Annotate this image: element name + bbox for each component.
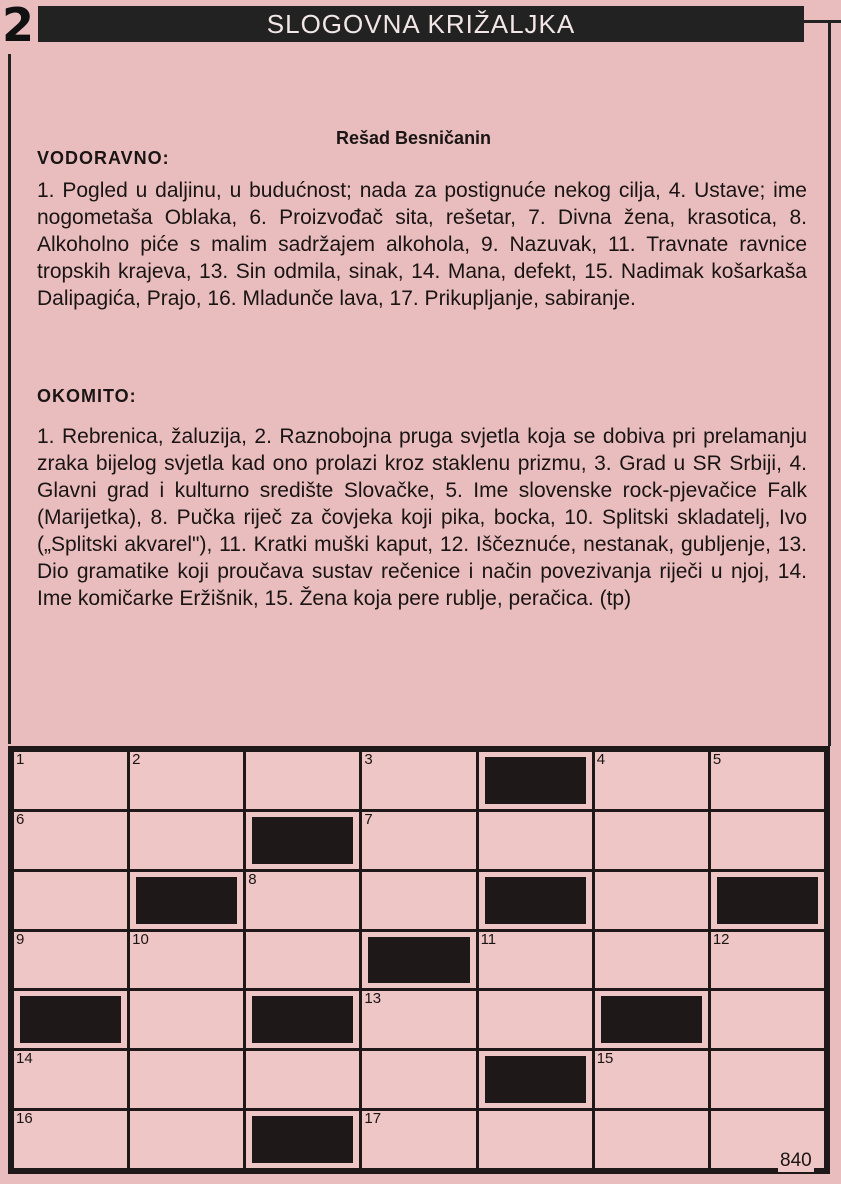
grid-cell[interactable] — [130, 1111, 243, 1168]
grid-cell[interactable] — [711, 752, 824, 809]
clue-number: 15 — [596, 1050, 614, 1068]
clue-number: 8 — [248, 870, 257, 888]
black-cell — [479, 752, 592, 809]
grid-cell[interactable] — [130, 812, 243, 869]
grid-cell[interactable] — [711, 991, 824, 1048]
grid-cell[interactable] — [130, 932, 243, 989]
grid-cell[interactable] — [246, 1051, 359, 1108]
grid-cell[interactable] — [130, 752, 243, 809]
clue-number: 1 — [16, 751, 25, 768]
grid-cell[interactable] — [362, 872, 475, 929]
grid-cell[interactable] — [362, 1051, 475, 1108]
grid-cell[interactable] — [711, 812, 824, 869]
clue-number: 14 — [16, 1050, 33, 1068]
grid-cell[interactable] — [130, 991, 243, 1048]
grid-cell[interactable] — [14, 752, 127, 809]
grid-cell[interactable] — [246, 752, 359, 809]
grid-cell[interactable] — [246, 872, 359, 929]
clue-number: 17 — [364, 1110, 382, 1128]
grid-cell[interactable] — [362, 812, 475, 869]
crossword-grid — [8, 746, 830, 1174]
grid-cell[interactable] — [362, 752, 475, 809]
down-clues: 1. Rebrenica, žaluzija, 2. Raznobojna pruga svjetla koja se dobiva pri prelamanju zraka bijelog svjetla kad ono prolazi kroz staklenu prizmu, 3. Grad u SR Srbiji, 4. Glavni grad i kulturno središte Slovačke, 5. Ime slovenske rock-pjevačice Falk (Marijetka), 8. Pučka riječ za čovjeka koji pika, bocka, 10. Splitski skladatelj, Ivo („Splitski akvarel"), 11. Kratki muški kaput, 12. Iščeznuće, nestanak, gubljenje, 13. Dio gramatike koji proučava sustav rečenice i način povezivanja riječi u njoj, 14. Ime komičarke Eržišnik, 15. Žena koja pere rublje, peračica. (tp) — [37, 425, 807, 610]
grid-cell[interactable] — [479, 932, 592, 989]
clue-number: 2 — [132, 751, 141, 768]
black-cell — [246, 1111, 359, 1168]
black-cell — [246, 812, 359, 869]
grid-cell[interactable] — [14, 932, 127, 989]
grid-cell[interactable] — [14, 1051, 127, 1108]
grid-cell[interactable] — [362, 991, 475, 1048]
frame-left-rule — [8, 54, 11, 744]
across-heading: VODORAVNO: — [37, 148, 170, 168]
across-clues: 1. Pogled u daljinu, u budućnost; nada za postignuće nekog cilja, 4. Ustave; ime nogometaša Oblaka, 6. Proizvođač sita, rešetar, 7. Divna žena, krasotica, 8. Alkoholno piće s malim sadržajem alkohola, 9. Nazuvak, 11. Travnate ravnice tropskih krajeva, 13. Sin odmila, sinak, 14. Mana, defekt, 15. Nadimak košarkaša Dalipagića, Prajo, 16. Mladunče lava, 17. Prikupljanje, sabiranje. — [37, 179, 807, 310]
black-cell — [246, 991, 359, 1048]
grid-cell[interactable] — [14, 1111, 127, 1168]
black-cell — [711, 872, 824, 929]
clue-number: 10 — [132, 930, 149, 948]
clue-number: 16 — [16, 1110, 33, 1128]
grid-cell[interactable] — [595, 932, 708, 989]
clue-number: 13 — [364, 990, 382, 1008]
black-cell — [362, 932, 475, 989]
clue-number: 6 — [16, 810, 25, 828]
black-cell — [14, 991, 127, 1048]
black-cell — [130, 872, 243, 929]
author-name: Rešad Besničanin — [336, 128, 492, 148]
grid-cell[interactable] — [479, 991, 592, 1048]
grid-cell[interactable] — [479, 812, 592, 869]
clue-number: 5 — [712, 751, 722, 768]
black-cell — [595, 991, 708, 1048]
grid-cell[interactable] — [595, 752, 708, 809]
top-rule — [804, 20, 841, 23]
clue-number: 4 — [596, 751, 606, 768]
grid-cell[interactable] — [14, 812, 127, 869]
grid-cell[interactable] — [595, 1111, 708, 1168]
grid-cell[interactable] — [14, 872, 127, 929]
grid-cell[interactable] — [246, 932, 359, 989]
clue-number: 3 — [364, 751, 373, 768]
frame-right-rule — [828, 20, 831, 746]
clue-number: 11 — [480, 930, 497, 948]
puzzle-title: SLOGOVNA KRIŽALJKA — [266, 8, 576, 39]
clue-number: 7 — [364, 810, 373, 828]
grid-cell[interactable] — [595, 812, 708, 869]
grid-cell[interactable] — [595, 872, 708, 929]
grid-cell[interactable] — [479, 1111, 592, 1168]
clue-number: 12 — [712, 930, 730, 948]
black-cell — [479, 1051, 592, 1108]
black-cell — [479, 872, 592, 929]
grid-cell[interactable] — [362, 1111, 475, 1168]
grid-cell[interactable] — [711, 932, 824, 989]
title-bar — [38, 6, 804, 42]
down-heading: OKOMITO: — [37, 386, 137, 406]
puzzle-code: 840 — [780, 1150, 812, 1171]
grid-cell[interactable] — [130, 1051, 243, 1108]
clue-number: 9 — [16, 930, 25, 948]
grid-cell[interactable] — [595, 1051, 708, 1108]
grid-cell[interactable] — [711, 1051, 824, 1108]
page-number: 2 — [2, 0, 35, 52]
